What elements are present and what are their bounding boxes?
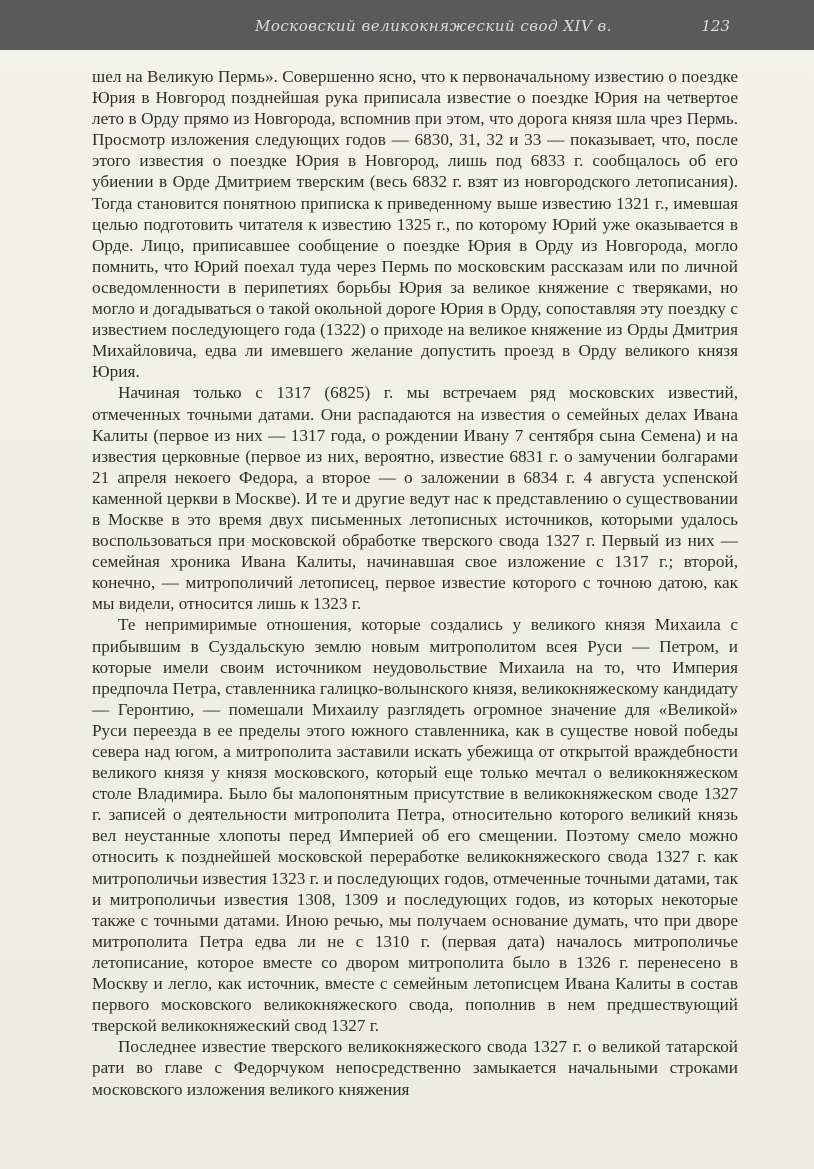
paragraph: Последнее известие тверского великокняжеского свода 1327 г. о великой татарской рати во главе с Федорчуком непосредственно замыкается начальными строками московского изложения великого княжения: [92, 1037, 738, 1099]
page-number: 123: [701, 17, 730, 35]
running-title: Московский великокняжеский свод XIV в.: [255, 17, 613, 35]
paragraph: Начиная только с 1317 (6825) г. мы встречаем ряд московских известий, отмеченных точными датами. Они распадаются на известия о семейных делах Ивана Калиты (первое из них — 1317 года, о рождении Ивану 7 сентября сына Семена) и на известия церковные (первое из них, вероятно, известие 6831 г. о замучении болгарами 21 апреля некоего Федора, а второе — о заложении в 6834 г. 4 августа успенской каменной церкви в Москве). И те и другие ведут нас к представлению о существовании в Москве в это время двух письменных летописных источников, которыми удалось воспользоваться при московской обработке тверского свода 1327 г. Первый из них — семейная хроника Ивана Калиты, начинавшая свое изложение с 1317 г.; второй, конечно, — митрополичий летописец, первое известие которого с точною датою, как мы видели, относится лишь к 1323 г.: [92, 383, 738, 614]
paragraph: Те непримиримые отношения, которые создались у великого князя Михаила с прибывшим в Суздальскую землю новым митрополитом всея Руси — Петром, и которые имели своим источником неудовольствие Михаила на то, что Империя предпочла Петра, ставленника галицко-волынского князя, великокняжескому кандидату — Геронтию, — помешали Михаилу разглядеть огромное значение для «Великой» Руси переезда в ее пределы этого южного ставленника, как в существе новой победы севера над югом, а митрополита заставили искать убежища от открытой враждебности великого князя у князя московского, который еще только мечтал о великокняжеском столе Владимира. Было бы малопонятным присутствие в великокняжеском своде 1327 г. записей о деятельности митрополита Петра, относительно которого великий князь вел неустанные хлопоты перед Империей об его смещении. Поэтому смело можно относить к позднейшей московской переработке великокняжеского свода 1327 г. как митрополичьи известия 1323 г. и последующих годов, отмеченные точными датами, так и митрополичьи известия 1308, 1309 и последующих годов, из которых некоторые также с точными датами. Иною речью, мы получаем основание думать, что при дворе митрополита Петра едва ли не с 1310 г. (первая дата) началось митрополичье летописание, которое вместе со двором митрополита было в 1326 г. перенесено в Москву и легло, как источник, вместе с семейным летописцем Ивана Калиты в состав первого московского великокняжеского свода, пополнив в нем предшествующий тверской великокняжеский свод 1327 г.: [92, 615, 738, 1036]
body-text: [92, 66, 738, 1100]
paragraph: шел на Великую Пермь». Совершенно ясно, что к первоначальному известию о поездке Юрия в Новгород позднейшая рука приписала известие о поездке Юрия на четвертое лето в Орду прямо из Новгорода, вспомнив при этом, что дорога князя шла чрез Пермь. Просмотр изложения следующих годов — 6830, 31, 32 и 33 — показывает, что, после этого известия о поездке Юрия в Новгород, лишь под 6833 г. сообщалось об его убиении в Орде Дмитрием тверским (весь 6832 г. взят из новгородского летописания). Тогда становится понятною приписка к приведенному выше известию 1321 г., имевшая целью подготовить читателя к известию 1325 г., по которому Юрий уже оказывается в Орде. Лицо, приписавшее сообщение о поездке Юрия в Орду из Новгорода, могло помнить, что Юрий поехал туда через Пермь по московским рассказам или по личной осведомленности в перипетиях борьбы Юрия за великое княжение с тверяками, но могло и догадываться о такой окольной дороге Юрия в Орду, сопоставляя эту поездку с известием последующего года (1322) о приходе на великое княжение из Орды Дмитрия Михайловича, едва ли имевшего желание допустить проезд в Орду великого князя Юрия.: [92, 67, 738, 382]
running-header: [0, 0, 814, 50]
